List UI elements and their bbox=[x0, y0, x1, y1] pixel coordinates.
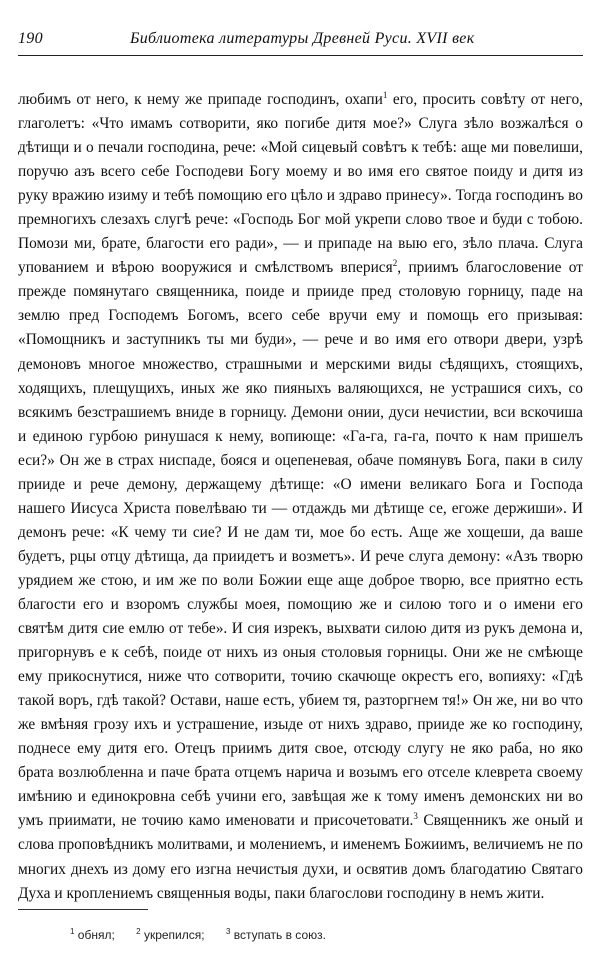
page-number: 190 bbox=[18, 30, 43, 47]
footnote-text: вступать в союз. bbox=[233, 928, 326, 942]
running-header bbox=[18, 30, 583, 52]
footnotes bbox=[70, 927, 344, 942]
text-segment: Священникъ же оный и слова проповѣдникъ молитвами, и молениемъ, и именемъ Божиимъ, величиемъ не по многих днехъ из дому его изгна нечистыя духи, и освятив домъ благодатию Святаго Духа и кроплениемъ священныя воды, паки благослови господину в немъ жити. bbox=[18, 812, 583, 902]
footnote-ref-2[interactable]: 2 bbox=[392, 258, 398, 269]
footnote-mark: 1 bbox=[70, 927, 75, 936]
footnote-ref-1[interactable]: 1 bbox=[382, 89, 388, 100]
footnote-1 bbox=[70, 928, 115, 942]
footnote-text: укрепился; bbox=[143, 928, 205, 942]
footnote-mark: 3 bbox=[225, 927, 231, 936]
footnote-rule bbox=[18, 909, 148, 910]
text-segment: , приимъ благословение от прежде помянутаго священника, поиде и прииде пред столовую горницу, паде на землю пред Господемъ Богомъ, всего себе вручи ему и помощь его призывая: «Помощникъ и заступникъ ты ми буди», — рече и во имя его отвори двери, узрѣ демоновъ многое множество, страшными и мерскими виды сѣдящихъ, стоящихъ, ходящихъ, плещущихъ, иных же яко пияныхъ валяющихся, не устрашися сихъ, со всякимъ безстрашиемъ вниде в горницу. Демони онии, дуси нечистии, вси вскочиша и единою гурбою ринушася к нему, вопиюще: «Га-га, га-га, почто к нам пришелъ еси?» Он же в страх ниспаде, бояся и оцепеневая, обаче помянувъ Бога, паки в силу прииде и рече демону, держащему дѣтище: «О имени великаго Бога и Господа нашего Иисуса Христа повелѣваю ти — отдаждь ми дѣтище се, егоже держиши». И демонъ рече: «К чему ти сие? И не дам ти, мое бо есть. Аще же хощеши, да ваше будетъ, рцы отцу дѣтища, да приидетъ и возметъ». И рече слуга демону: «Азъ творю урядием же стою, и им же по воли Божии еще аще доброе творю, все приятно есть благости его и взоромъ службы моея, помощию же и силою того и о имени его святѣм дитя сие емлю от тебе». И сия изрекъ, выхвати силою дитя из рукъ демона и, пригорнувъ е к себѣ, поиде от нихъ из оныя столовыя горницы. Они же не смѣюще ему прикоснутися, ниже что сотворити, точию скачюще окрестъ его, вопияху: «Гдѣ такой воръ, гдѣ такой? Остави, наше есть, убием тя, разторгнем тя!» Он же, ни во что же вмѣняя грозу ихъ и устрашение, изыде от нихъ здраво, прииде же ко господину, поднесе ему дитя его. Отецъ приимъ дитя свое, отсюду слугу не яко раба, но яко брата возлюбленна и паче брата отцемъ нарича и возымъ его отселе клеврета своему имѣнию и единокровна себѣ учини его, завѣщая же к тому именъ демонских ни во умъ приимати, не точию камо именовати и присочетовати. bbox=[18, 259, 583, 830]
running-title: Библиотека литературы Древней Руси. XVII век bbox=[130, 30, 475, 47]
main-paragraph bbox=[18, 88, 583, 906]
footnote-mark: 2 bbox=[136, 927, 141, 936]
footnote-3 bbox=[226, 928, 326, 942]
footnote-2 bbox=[136, 928, 204, 942]
footnote-text: обнял; bbox=[77, 928, 115, 942]
text-segment: любимъ от него, к нему же припаде господинъ, охапи bbox=[18, 91, 383, 108]
header-rule bbox=[18, 55, 583, 56]
text-segment: его, просить совѣту от него, глаголетъ: «Что имамъ сотворити, яко погибе дитя мое?» Слуга зѣло возжалѣся о дѣтищи и о печали господина, рече: «Мой сицевый совѣтъ к тебѣ: аще ми повелиши, поручю азъ всего себе Господеви Богу моему и во имя его святое поиду и дитя из руку вражию изиму и тебѣ помощию его цѣло и здраво принесу». Тогда господинъ во премногихъ слезахъ слугѣ рече: «Господь Бог мой укрепи слово твое и буди с тобою. Помози ми, брате, благости его ради», — и припаде на выю его, зѣло плача. Слуга упованием и вѣрою вооружися и смѣлствомъ вперися bbox=[18, 91, 583, 277]
body-text bbox=[18, 88, 583, 906]
footnote-ref-3[interactable]: 3 bbox=[413, 811, 418, 822]
